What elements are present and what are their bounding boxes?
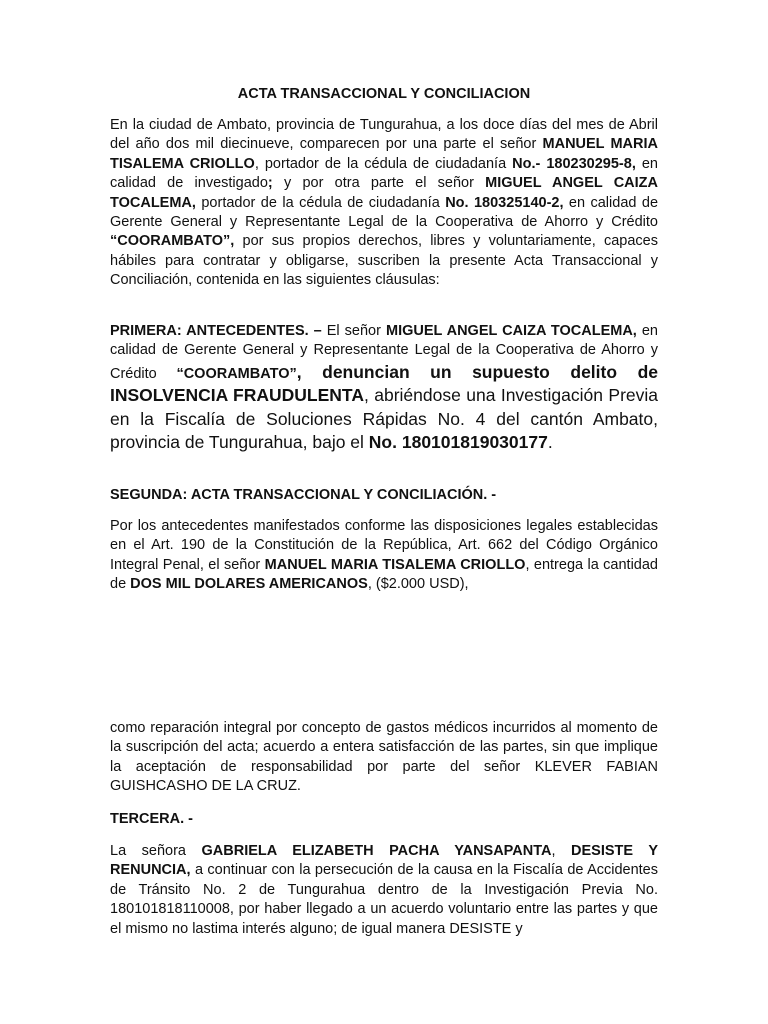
- text-run: En la ciudad de Ambato, provincia de Tungurahua, a los doce días del mes de Abril del año dos mil diecinueve, comparecen por una parte el señor: [110, 117, 658, 153]
- text-run: .: [547, 432, 553, 453]
- paragraph-introduction: [110, 116, 658, 291]
- text-run: denuncian un supuesto delito de: [301, 361, 658, 382]
- text-run: en calidad de investigado: [110, 155, 658, 192]
- paragraph-segunda: [110, 517, 658, 595]
- text-run: No. 180325140-2,: [445, 194, 564, 211]
- text-run: DOS MIL DOLARES AMERICANOS: [130, 576, 368, 593]
- text-run: GABRIELA ELIZABETH PACHA YANSAPANTA: [201, 843, 552, 859]
- heading-segunda: SEGUNDA: ACTA TRANSACCIONAL Y CONCILIACIÓN. -: [110, 487, 497, 503]
- text-run: “COORAMBATO”,: [110, 233, 235, 250]
- heading-tercera: TERCERA. -: [110, 811, 193, 827]
- text-run: portador de la cédula de ciudadanía: [195, 194, 446, 211]
- text-run: , entrega la cantidad de: [110, 556, 658, 593]
- text-run: El señor: [321, 323, 386, 339]
- text-run: “COORAMBATO”: [176, 365, 297, 382]
- text-run: MANUEL MARIA TISALEMA CRIOLLO: [110, 136, 658, 172]
- text-run: en calidad de Gerente General y Representante Legal de la Cooperativa de Ahorro y Crédito: [110, 323, 658, 382]
- text-run: Por los antecedentes manifestados conforme las disposiciones legales establecidas en el Art. 190 de la Constitución de la República, Art. 662 del Código Orgánico Integral Penal, el señor: [110, 518, 658, 573]
- text-run: MIGUEL ANGEL CAIZA TOCALEMA,: [385, 323, 637, 339]
- text-run: a continuar con la persecución de la causa en la Fiscalía de Accidentes de Tránsito No. 2 de Tungurahua dentro de la Investigación Previa No. 180101818110008, por haber llegado a un acuerdo voluntario entre las partes y que el mismo no lastima interés alguno; de igual manera DESISTE y: [110, 862, 658, 937]
- text-run: La señora: [110, 843, 202, 859]
- text-run: MIGUEL ANGEL CAIZA TOCALEMA,: [110, 175, 659, 211]
- paragraph-primera-antecedentes: [110, 322, 658, 454]
- text-run: , ($2.000 USD),: [367, 576, 469, 593]
- text-run: ,: [296, 361, 302, 382]
- paragraph-reparacion: como reparación integral por concepto de gastos médicos incurridos al momento de la suscripción del acta; acuerdo a entera satisfacción de las partes, sin que implique la aceptación de responsabilidad por parte del señor KLEVER FABIAN GUISHCASHO DE LA CRUZ.: [110, 720, 658, 795]
- text-run: , abriéndose una Investigación Previa en la Fiscalía de Soluciones Rápidas No. 4 del cantón Ambato, provincia de Tungurahua, bajo el: [110, 385, 658, 453]
- text-run: MANUEL MARIA TISALEMA CRIOLLO: [264, 556, 526, 573]
- text-run: INSOLVENCIA FRAUDULENTA: [110, 385, 364, 406]
- text-run: ,: [551, 843, 572, 859]
- text-run: ;: [267, 175, 273, 192]
- text-run: DESISTE Y RENUNCIA,: [110, 843, 658, 879]
- paragraph-tercera: [110, 842, 658, 939]
- text-run: No. 180101819030177: [368, 432, 548, 453]
- text-run: por sus propios derechos, libres y voluntariamente, capaces hábiles para contratar y obligarse, suscriben la presente Acta Transaccional y Conciliación, contenida en las siguientes cláusulas:: [110, 233, 658, 289]
- text-run: y por otra parte el señor: [272, 175, 486, 192]
- text-run: en calidad de Gerente General y Representante Legal de la Cooperativa de Ahorro y Crédito: [110, 194, 659, 231]
- text-run: , portador de la cédula de ciudadanía: [254, 155, 513, 172]
- text-run: No.- 180230295-8,: [512, 155, 636, 172]
- document-title: ACTA TRANSACCIONAL Y CONCILIACION: [237, 86, 531, 102]
- text-run: PRIMERA: ANTECEDENTES. –: [110, 323, 322, 339]
